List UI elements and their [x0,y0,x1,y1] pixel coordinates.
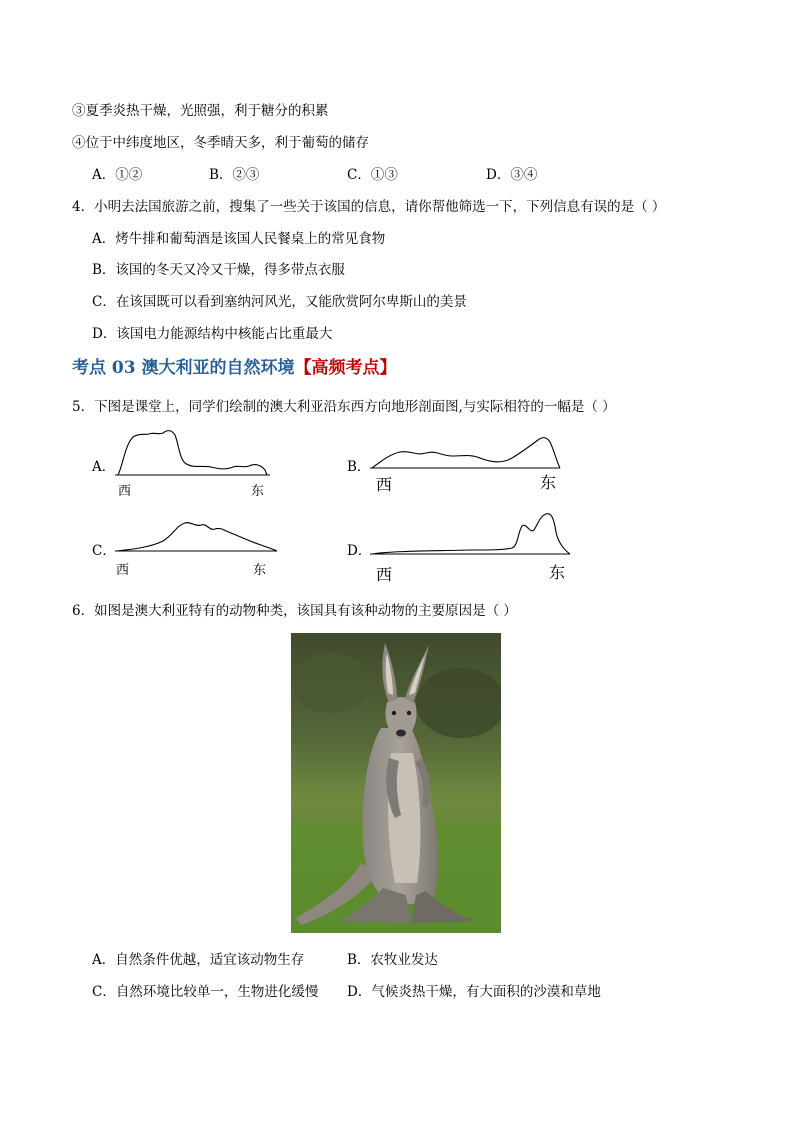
profile-b-letter: B． [347,459,371,475]
q3-option-b: B．②③ [209,167,260,183]
profile-b-curve [372,438,560,468]
profile-b-west: 西 [376,475,393,494]
section-heading [72,357,397,379]
profile-a-letter: A． [92,459,116,475]
q4-option-c: C．在该国既可以看到塞纳河风光，又能欣赏阿尔卑斯山的美景 [92,294,467,310]
profile-b-diagram [370,432,565,474]
kangaroo-image [291,633,501,933]
profile-d-curve [373,514,570,554]
section-title: 考点 03 澳大利亚的自然环境 [72,358,295,378]
q3-option-c: C．①③ [347,167,398,183]
kangaroo-photo [291,633,501,933]
q6-option-b: B．农牧业发达 [347,952,438,968]
profile-a-diagram [115,425,275,480]
section-tag: 【高频考点】 [294,358,397,378]
q6-option-c: C．自然环境比较单一，生物进化缓慢 [92,984,319,1000]
profile-a-west: 西 [118,484,132,499]
q3-item-3: ③夏季炎热干燥，光照强，利于糖分的积累 [72,103,329,119]
q4-option-b: B．该国的冬天又冷又干燥，得多带点衣服 [92,262,345,278]
profile-c-letter: C． [92,543,116,559]
profile-d-west: 西 [376,565,393,584]
profile-d-east: 东 [549,563,566,582]
profile-b-east: 东 [540,473,557,492]
profile-a-curve [118,431,267,475]
q3-item-4: ④位于中纬度地区，冬季晴天多，利于葡萄的储存 [72,135,369,151]
profile-c-east: 东 [253,563,267,578]
q6-option-d: D．气候炎热干燥，有大面积的沙漠和草地 [347,984,601,1000]
profile-d-letter: D． [347,543,372,559]
profile-d-diagram [370,510,575,560]
profile-c-curve [117,523,277,551]
q4-stem: 4．小明去法国旅游之前，搜集了一些关于该国的信息，请你帮他筛选一下，下列信息有误的是（ ） [72,199,666,215]
q6-stem: 6．如图是澳大利亚特有的动物种类，该国具有该种动物的主要原因是（ ） [72,603,517,619]
profile-a-east: 东 [251,484,265,499]
profile-c-diagram [115,515,280,557]
q5-stem: 5．下图是课堂上，同学们绘制的澳大利亚沿东西方向地形剖面图,与实际相符的一幅是（ ） [72,399,616,415]
q4-option-d: D．该国电力能源结构中核能占比重最大 [92,326,333,342]
q6-option-a: A．自然条件优越，适宜该动物生存 [92,952,305,968]
profile-c-west: 西 [116,563,130,578]
q3-option-a: A．①② [92,167,143,183]
q3-option-d: D．③④ [486,167,538,183]
q4-option-a: A．烤牛排和葡萄酒是该国人民餐桌上的常见食物 [92,231,386,247]
